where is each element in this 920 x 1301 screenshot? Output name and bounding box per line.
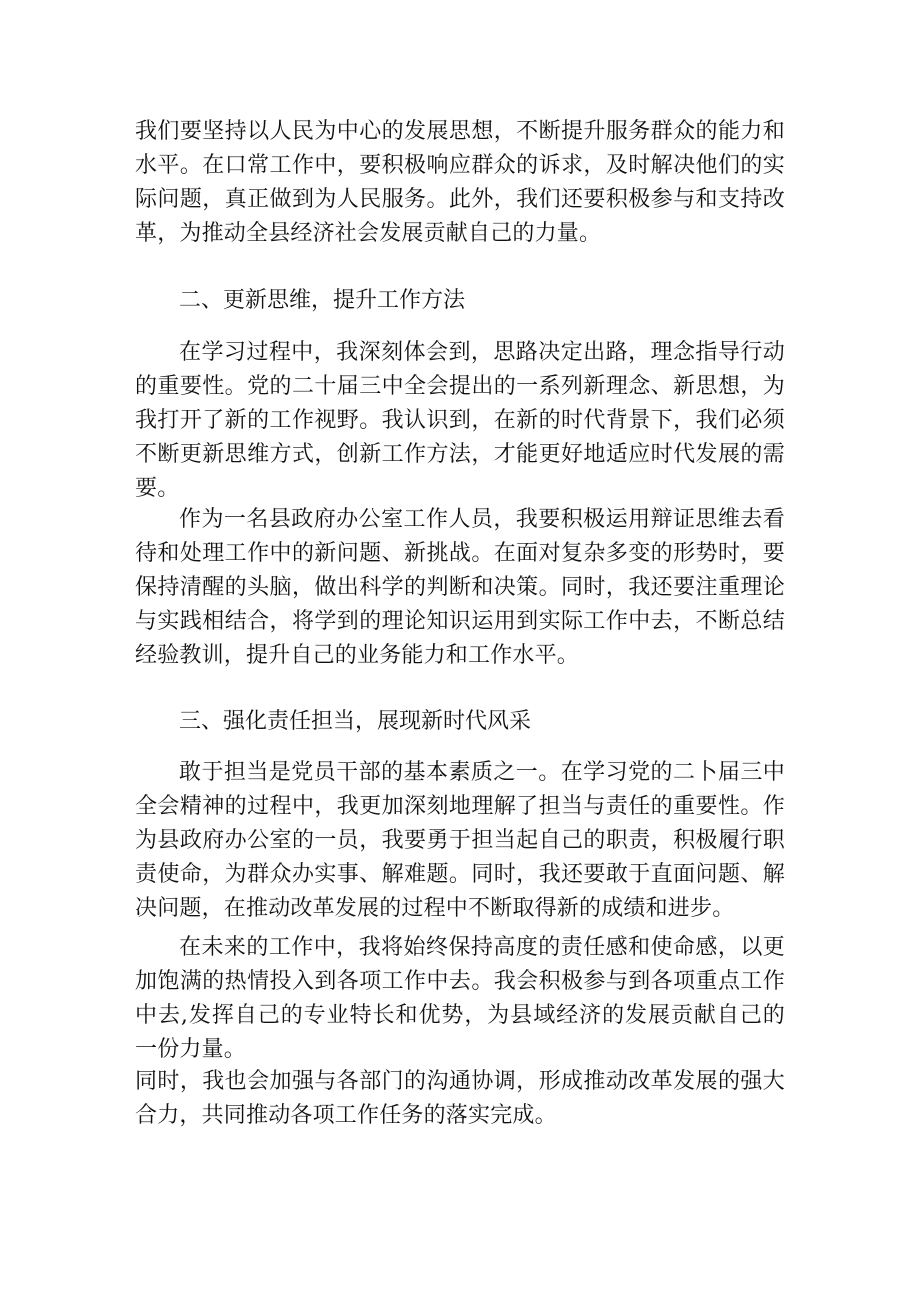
paragraph-3: 作为一名县政府办公室工作人员，我要积极运用辩证思维去看待和处理工作中的新问题、新挑战。在面对复杂多变的形势时，要保持清醒的头脑，做出科学的判断和决策。同时，我还要注重理论与实践相结合，将学到的理论知识运用到实际工作中去，不断总结经验教训，提升自己的业务能力和工作水平。 (135, 507, 785, 668)
paragraph-1: 我们要坚持以人民为中心的发展思想，不断提升服务群众的能力和水平。在口常工作中，要积极响应群众的诉求，及时解决他们的实际问题，真正做到为人民服务。此外，我们还要积极参与和支持改革，为推动全县经济社会发展贡献自己的力量。 (135, 119, 785, 246)
paragraph-4: 敢于担当是党员干部的基本素质之一。在学习党的二卜届三中全会精神的过程中，我更加深刻地理解了担当与责任的重要性。作为县政府办公室的一员，我要勇于担当起自己的职责，积极履行职责使命，为群众办实事、解难题。同时，我还要敢于直面问题、解决问题，在推动改革发展的过程中不断取得新的成绩和进步。 (135, 760, 785, 921)
section-heading-3: 三、强化责任担当，展现新时代风采 (179, 709, 532, 734)
paragraph-2: 在学习过程中，我深刻体会到，思路决定出路，理念指导行动的重要性。党的二十届三中全会提出的一系列新理念、新思想，为我打开了新的工作视野。我认识到，在新的时代背景下，我们必须不断更新思维方式，创新工作方法，才能更好地适应时代发展的需要。 (135, 340, 785, 501)
section-heading-2: 二、更新思维，提升工作方法 (179, 288, 466, 313)
paragraph-5: 在未来的工作中，我将始终保持高度的责任感和使命感，以更加饱满的热情投入到各项工作中去。我会积极参与到各项重点工作中去,发挥自己的专业特长和优势，为县域经济的发展贡献自己的一份力量。 (135, 935, 785, 1062)
paragraph-6: 同时，我也会加强与各部门的沟通协调，形成推动改革发展的强大合力，共同推动各项工作任务的落实完成。 (135, 1069, 785, 1128)
